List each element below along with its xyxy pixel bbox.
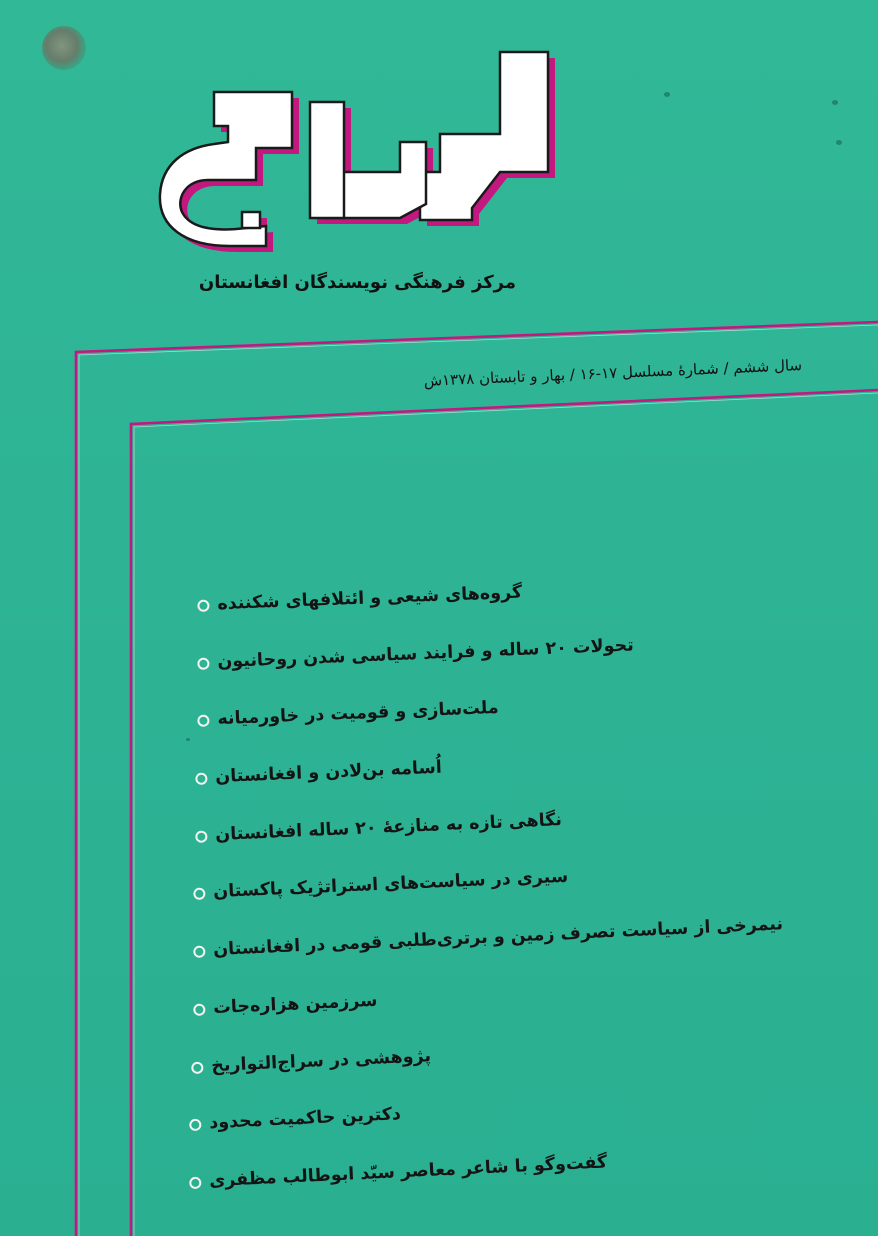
- ink-stamp-mark: [42, 26, 86, 70]
- circle-outline-icon: [197, 657, 209, 669]
- toc-item-title: سرزمین هزاره‌جات: [212, 990, 378, 1018]
- circle-outline-icon: [197, 715, 209, 727]
- publisher-name: مرکز فرهنگی نویسندگان افغانستان: [198, 272, 516, 293]
- circle-outline-icon: [193, 946, 206, 959]
- circle-outline-icon: [193, 888, 206, 901]
- toc-item-title: سیری در سیاست‌های استراتژیک پاکستان: [212, 867, 569, 903]
- toc-item-title: گروه‌های شیعی و ائتلافهای شکننده: [217, 582, 523, 615]
- print-speck: [664, 92, 670, 97]
- masthead-logo: [150, 22, 570, 254]
- toc-item-title: پژوهشی در سراج‌التواریخ: [210, 1045, 432, 1076]
- toc-item-title: گفت‌وگو با شاعر معاصر سیّد ابوطالب مظفری: [208, 1152, 608, 1192]
- table-of-contents: [172, 582, 784, 1227]
- issue-info: سال ششم / شمارهٔ مسلسل ۱۷-۱۶ / بهار و تابستان ۱۳۷۸ش: [423, 356, 803, 390]
- toc-item-title: دکترین حاکمیت محدود: [208, 1104, 402, 1134]
- circle-outline-icon: [189, 1176, 202, 1189]
- toc-item-title: ملت‌سازی و قومیت در خاورمیانه: [216, 698, 500, 730]
- circle-outline-icon: [189, 1119, 202, 1132]
- masthead-logo-graphic: [150, 22, 570, 254]
- circle-outline-icon: [197, 600, 209, 612]
- circle-outline-icon: [191, 1061, 204, 1074]
- toc-item-title: نگاهی تازه به منازعهٔ ۲۰ ساله افغانستان: [214, 809, 563, 845]
- print-speck: [836, 140, 842, 145]
- circle-outline-icon: [193, 1003, 206, 1016]
- circle-outline-icon: [195, 773, 207, 785]
- toc-item-title: اُسامه بن‌لادن و افغانستان: [214, 757, 443, 788]
- toc-item-title: تحولات ۲۰ ساله و فرایند سیاسی شدن روحانیون: [216, 635, 635, 672]
- print-speck: [832, 100, 838, 105]
- circle-outline-icon: [195, 830, 208, 843]
- toc-item-title: نیمرخی از سیاست تصرف زمین و برتری‌طلبی قومی در افغانستان: [212, 914, 784, 961]
